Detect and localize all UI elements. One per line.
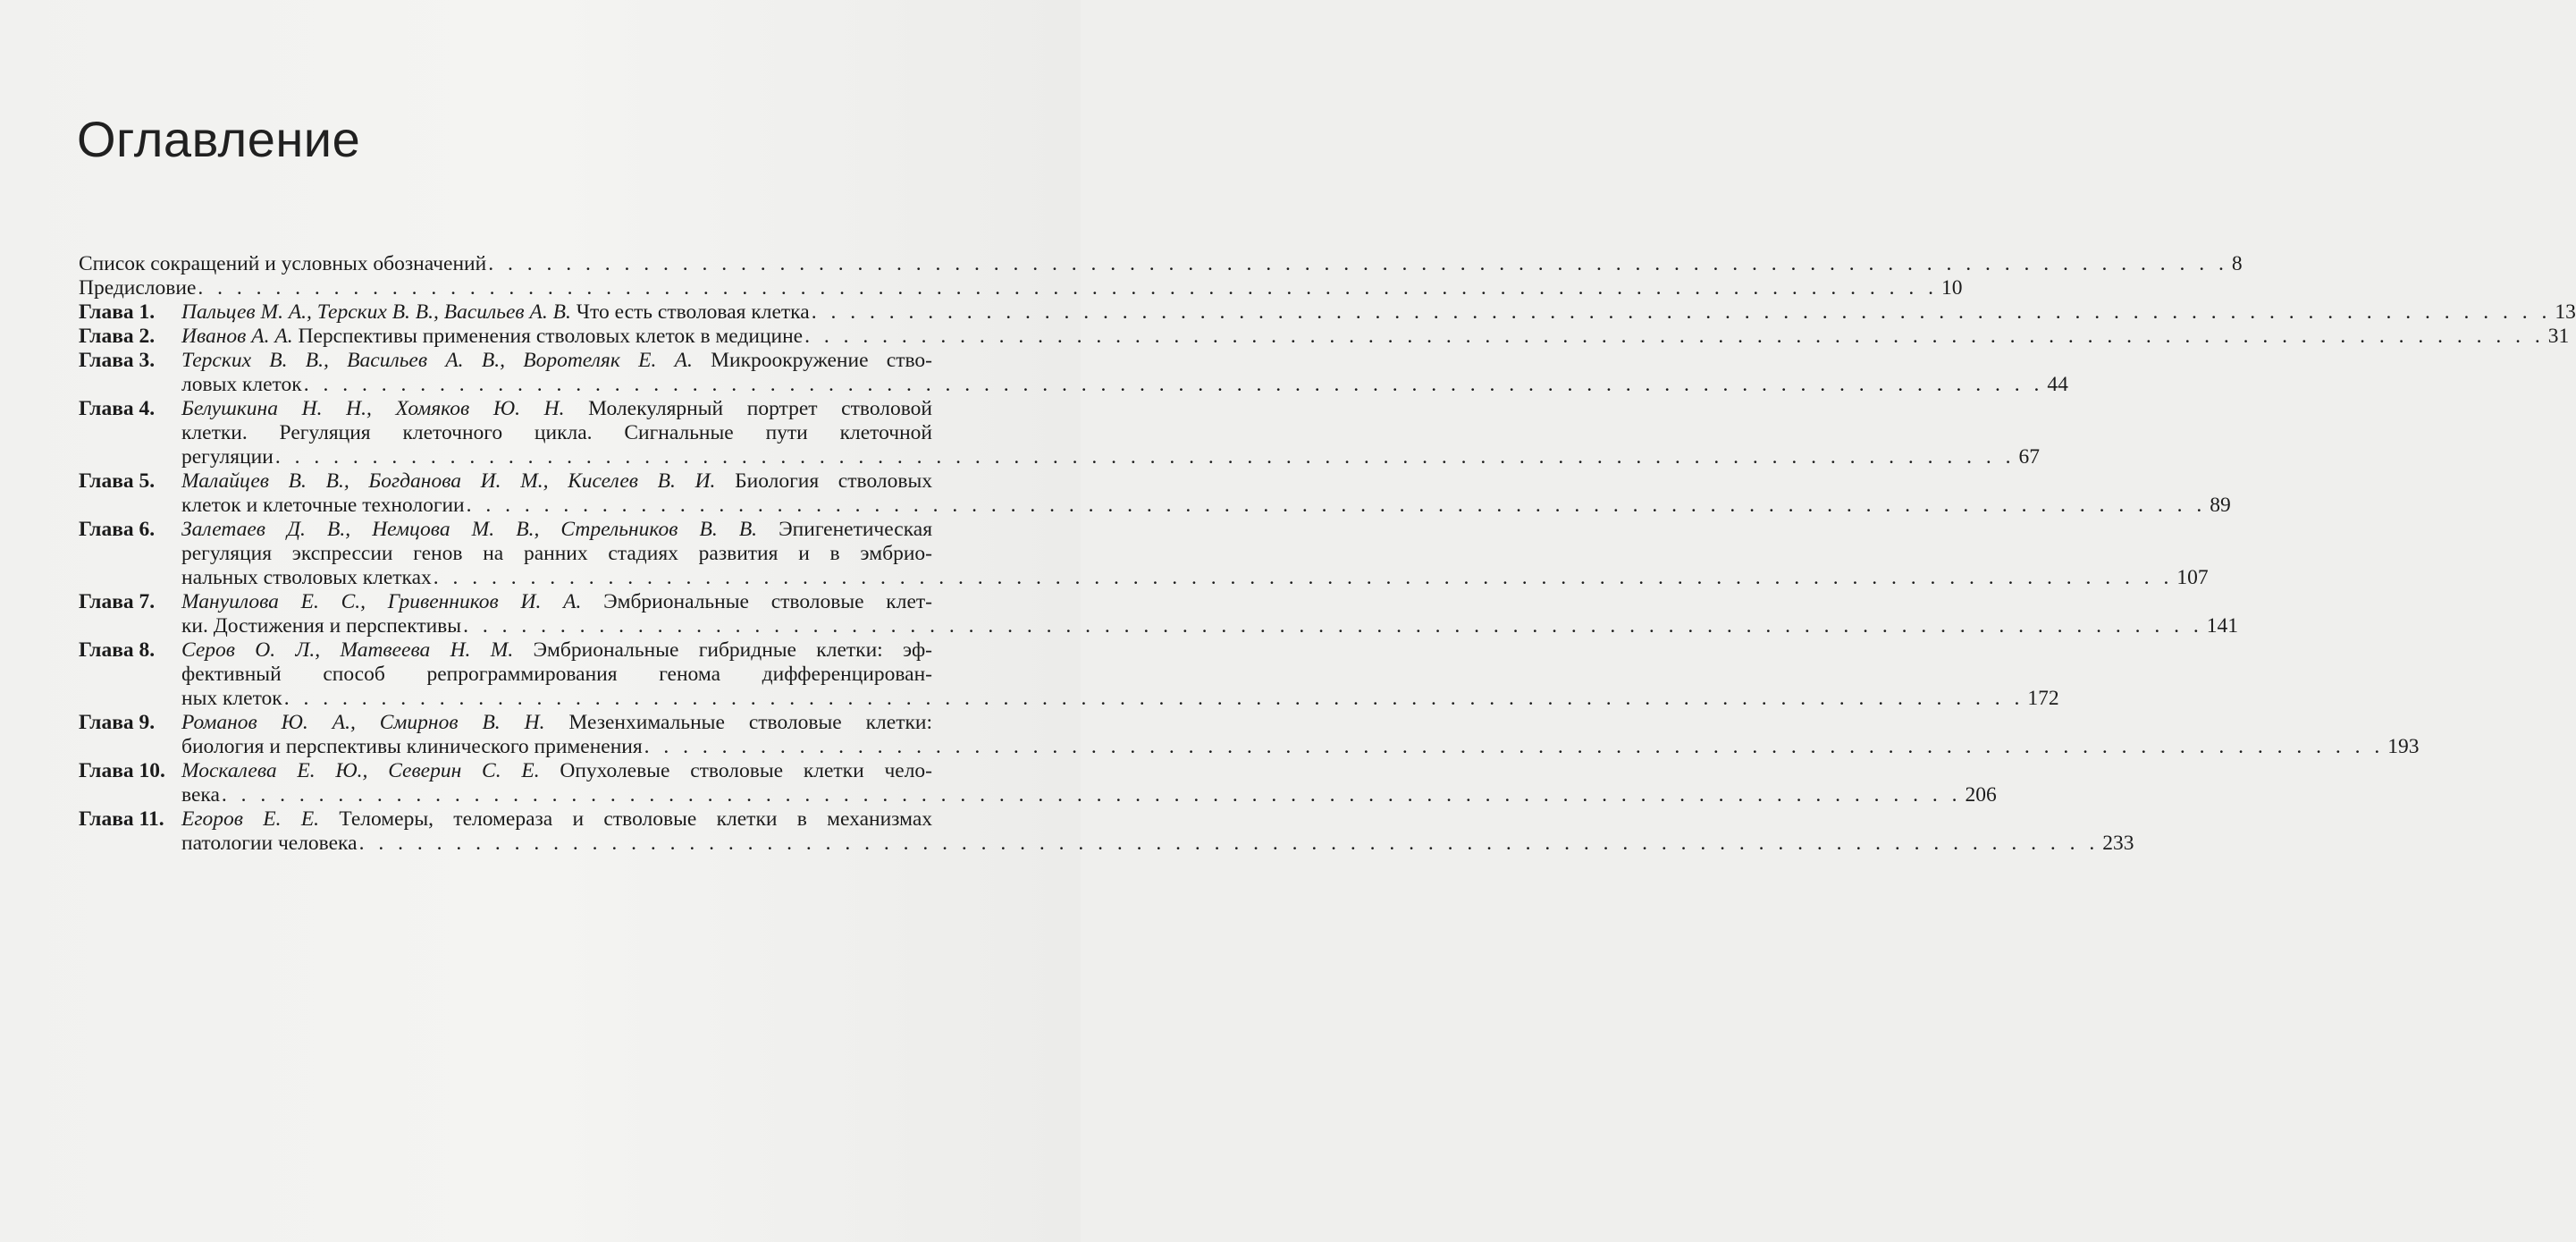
- chapter-title-line: Биология стволовых: [715, 469, 932, 493]
- chapter-label: Глава 6.: [79, 518, 156, 541]
- chapter-label: Глава 1.: [79, 300, 156, 324]
- chapter-authors: Белушкина Н. Н., Хомяков Ю. Н.: [181, 397, 565, 420]
- chapter-title-line: клеток и клеточные технологии: [181, 494, 465, 517]
- toc-entry[interactable]: [79, 325, 2570, 349]
- chapter-label: Глава 2.: [79, 325, 156, 348]
- page-number: 206: [1965, 783, 1997, 807]
- chapter-label: Глава 11.: [79, 807, 164, 831]
- toc-entry[interactable]: [79, 252, 2243, 276]
- chapter-authors: Иванов А. А.: [181, 325, 293, 348]
- chapter-authors: Серов О. Л., Матвеева Н. М.: [181, 638, 514, 662]
- chapter-title-line: патологии человека: [181, 832, 358, 855]
- chapter-label: Глава 3.: [79, 349, 156, 372]
- chapter-title-line: Эмбриональные стволовые клет-: [581, 590, 932, 613]
- chapter-title-line: нальных стволовых клетках: [181, 566, 432, 589]
- chapter-title-line: Микроокружение ство-: [692, 349, 932, 372]
- dot-leader: . . . . . . . . . . . . . . . . . . . . . . . . . . . . . . . . . . . . . . . . . . . . . . . . . . . . . . . . . . . . . . . . . . . . . . . . . . . . . . . . . . . . . . . . . .: [221, 783, 1962, 807]
- toc-entry[interactable]: [79, 590, 2238, 638]
- dot-leader: . . . . . . . . . . . . . . . . . . . . . . . . . . . . . . . . . . . . . . . . . . . . . . . . . . . . . . . . . . . . . . . . . . . . . . . . . . . . . . . . . . . . . . . . . .: [488, 252, 2228, 275]
- page-number: 13: [2555, 300, 2576, 324]
- chapter-authors: Пальцев М. А., Терских В. В., Васильев А. В.: [181, 300, 571, 324]
- page-number: 141: [2206, 614, 2238, 638]
- page-number: 107: [2176, 566, 2209, 589]
- toc-entry[interactable]: [79, 300, 2576, 325]
- chapter-label: Глава 4.: [79, 397, 156, 420]
- dot-leader: . . . . . . . . . . . . . . . . . . . . . . . . . . . . . . . . . . . . . . . . . . . . . . . . . . . . . . . . . . . . . . . . . . . . . . . . . . . . . . . . . . . . . . . . . .: [811, 300, 2552, 324]
- page-number: 172: [2027, 687, 2059, 710]
- chapter-title-line: Список сокращений и условных обозначений: [79, 252, 487, 275]
- chapter-title-line: Мезенхимальные стволовые клетки:: [544, 711, 932, 734]
- page-number: 31: [2547, 325, 2570, 348]
- chapter-title-line: ных клеток: [181, 687, 282, 710]
- chapter-label: Глава 8.: [79, 638, 156, 662]
- table-of-contents: [79, 252, 2576, 856]
- toc-entry[interactable]: [79, 349, 2068, 397]
- dot-leader: . . . . . . . . . . . . . . . . . . . . . . . . . . . . . . . . . . . . . . . . . . . . . . . . . . . . . . . . . . . . . . . . . . . . . . . . . . . . . . . . . . . . . . . . . .: [283, 687, 2025, 710]
- page-number: 44: [2047, 373, 2068, 396]
- page-number: 89: [2210, 494, 2231, 517]
- chapter-title-line: Молекулярный портрет стволовой: [564, 397, 932, 420]
- chapter-title-line: клетки. Регуляция клеточного цикла. Сигнальные пути клеточной: [181, 421, 932, 444]
- toc-entry[interactable]: [79, 638, 2059, 711]
- page-number: 10: [1941, 276, 1963, 300]
- dot-leader: . . . . . . . . . . . . . . . . . . . . . . . . . . . . . . . . . . . . . . . . . . . . . . . . . . . . . . . . . . . . . . . . . . . . . . . . . . . . . . . . . . . . . . . . . .: [804, 325, 2545, 348]
- toc-entry[interactable]: [79, 397, 2040, 469]
- chapter-title-line: Предисловие: [79, 276, 197, 300]
- chapter-label: Глава 5.: [79, 469, 156, 493]
- chapter-title-line: Перспективы применения стволовых клеток в медицине: [292, 325, 804, 348]
- chapter-authors: Романов Ю. А., Смирнов В. Н.: [181, 711, 545, 734]
- chapter-label: Глава 10.: [79, 759, 165, 782]
- chapter-title-line: регуляция экспрессии генов на ранних стадиях развития и в эмбрио-: [181, 542, 932, 565]
- page-number: 67: [2018, 445, 2040, 469]
- chapter-title-line: Эпигенетическая: [757, 518, 933, 541]
- dot-leader: . . . . . . . . . . . . . . . . . . . . . . . . . . . . . . . . . . . . . . . . . . . . . . . . . . . . . . . . . . . . . . . . . . . . . . . . . . . . . . . . . . . . . . . . . .: [303, 373, 2044, 396]
- page-number: 8: [2231, 252, 2243, 275]
- chapter-authors: Егоров Е. Е.: [181, 807, 320, 831]
- chapter-authors: Малайцев В. В., Богданова И. М., Киселев В. И.: [181, 469, 716, 493]
- chapter-authors: Мануилова Е. С., Гривенников И. А.: [181, 590, 582, 613]
- chapter-label: Глава 7.: [79, 590, 156, 613]
- chapter-title-line: Что есть стволовая клетка: [570, 300, 810, 324]
- chapter-title-line: фективный способ репрограммирования генома дифференцирован-: [181, 663, 932, 686]
- toc-entry[interactable]: [79, 807, 2134, 856]
- dot-leader: . . . . . . . . . . . . . . . . . . . . . . . . . . . . . . . . . . . . . . . . . . . . . . . . . . . . . . . . . . . . . . . . . . . . . . . . . . . . . . . . . . . . . . . . . .: [198, 276, 1939, 300]
- chapter-title-line: века: [181, 783, 220, 807]
- chapter-authors: Залетаев Д. В., Немцова М. В., Стрельников В. В.: [181, 518, 758, 541]
- page-title: Оглавление: [77, 111, 361, 167]
- chapter-title-line: биология и перспективы клинического применения: [181, 735, 643, 758]
- page-number: 233: [2102, 832, 2134, 855]
- page-number: 193: [2387, 735, 2420, 758]
- toc-entry[interactable]: [79, 711, 2420, 759]
- chapter-label: Глава 9.: [79, 711, 156, 734]
- chapter-title-line: регуляции: [181, 445, 274, 469]
- chapter-authors: Москалева Е. Ю., Северин С. Е.: [181, 759, 540, 782]
- toc-entry[interactable]: [79, 518, 2209, 590]
- toc-entry[interactable]: [79, 759, 1997, 807]
- dot-leader: . . . . . . . . . . . . . . . . . . . . . . . . . . . . . . . . . . . . . . . . . . . . . . . . . . . . . . . . . . . . . . . . . . . . . . . . . . . . . . . . . . . . . . . . . .: [466, 494, 2207, 517]
- dot-leader: . . . . . . . . . . . . . . . . . . . . . . . . . . . . . . . . . . . . . . . . . . . . . . . . . . . . . . . . . . . . . . . . . . . . . . . . . . . . . . . . . . . . . . . . . .: [274, 445, 2016, 469]
- chapter-authors: Терских В. В., Васильев А. В., Воротеляк Е. А.: [181, 349, 693, 372]
- dot-leader: . . . . . . . . . . . . . . . . . . . . . . . . . . . . . . . . . . . . . . . . . . . . . . . . . . . . . . . . . . . . . . . . . . . . . . . . . . . . . . . . . . . . . . . . . .: [644, 735, 2385, 758]
- toc-entry[interactable]: [79, 469, 2231, 518]
- toc-entry[interactable]: [79, 276, 1963, 300]
- chapter-title-line: ки. Достижения и перспективы: [181, 614, 462, 638]
- chapter-title-line: Эмбриональные гибридные клетки: эф-: [513, 638, 932, 662]
- chapter-title-line: Теломеры, теломераза и стволовые клетки в механизмах: [319, 807, 933, 831]
- chapter-title-line: Опухолевые стволовые клетки чело-: [539, 759, 932, 782]
- dot-leader: . . . . . . . . . . . . . . . . . . . . . . . . . . . . . . . . . . . . . . . . . . . . . . . . . . . . . . . . . . . . . . . . . . . . . . . . . . . . . . . . . . . . . . . . . .: [358, 832, 2100, 855]
- dot-leader: . . . . . . . . . . . . . . . . . . . . . . . . . . . . . . . . . . . . . . . . . . . . . . . . . . . . . . . . . . . . . . . . . . . . . . . . . . . . . . . . . . . . . . . . . .: [433, 566, 2174, 589]
- chapter-title-line: ловых клеток: [181, 373, 302, 396]
- dot-leader: . . . . . . . . . . . . . . . . . . . . . . . . . . . . . . . . . . . . . . . . . . . . . . . . . . . . . . . . . . . . . . . . . . . . . . . . . . . . . . . . . . . . . . . . . .: [463, 614, 2203, 638]
